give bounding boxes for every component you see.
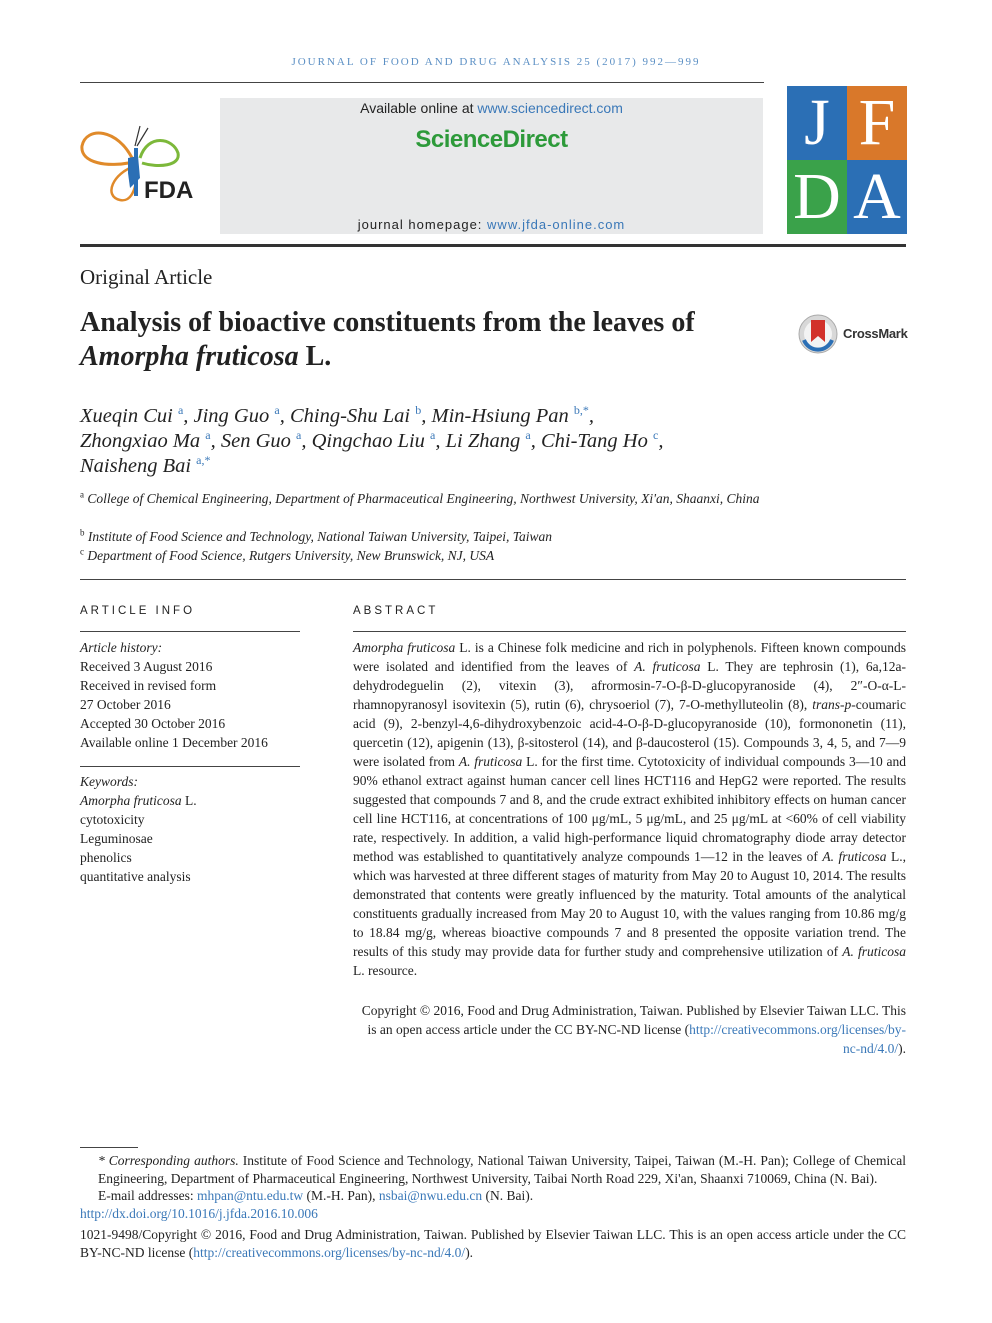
jfda-logo [787,86,907,234]
copyright-text: Copyright © 2016, Food and Drug Administration, Taiwan. Published by Elsevier Taiwan LLC. This is an open access article under the CC BY-NC-ND license ( [361,1003,906,1037]
author-separator: , [658,430,664,452]
author-affiliation-marker[interactable]: a,* [196,453,211,468]
section-divider [80,579,906,580]
sciencedirect-logo: ScienceDirect [415,126,568,153]
issn-license-link[interactable]: http://creativecommons.org/licenses/by-nc-nd/4.0/ [193,1244,466,1260]
doi-line [80,1205,906,1223]
article-type: Original Article [80,265,213,289]
author-list [80,404,800,479]
keyword-item: phenolics [80,850,132,865]
author-name[interactable]: Ching-Shu Lai [289,405,411,427]
corresponding-text: Institute of Food Science and Technology, National Taiwan University, Taipei, Taiwan (M.-H. Pan); College of Chemical Engineering, Department of Pharmaceutical Engineering, Northwest University, Taibai North Road 229, Xi'an, Shaanxi 710069, China (N. Bai). [98,1153,907,1186]
jfda-letter-d: D [787,160,847,234]
email-label: E-mail addresses: [98,1188,197,1203]
abstract-body [353,638,906,980]
history-item: Accepted 30 October 2016 [80,716,226,731]
keyword-item: cytotoxicity [80,812,145,827]
affiliation-text: Department of Food Science, Rutgers University, New Brunswick, NJ, USA [87,548,495,563]
issn-end: ). [465,1244,474,1260]
author-affiliation-marker[interactable]: a [525,428,531,443]
email-footnote [80,1187,906,1205]
article-info-heading: ARTICLE INFO [80,605,196,617]
abstract-heading: ABSTRACT [353,605,439,617]
history-item: 27 October 2016 [80,697,171,712]
abstract-rule [353,631,906,632]
author-affiliation-marker[interactable]: a [177,403,184,418]
author-affiliation-marker[interactable]: a [205,428,211,443]
title-text: Analysis of bioactive constituents from the leaves of [80,307,695,338]
author-separator: , [210,430,221,452]
fda-logo-text: FDA [144,177,194,204]
copyright-end: ). [898,1041,906,1056]
homepage-link[interactable]: www.jfda-online.com [487,217,626,232]
corresponding-label: * Corresponding authors. [98,1153,239,1168]
author-name[interactable]: Zhongxiao Ma [80,430,201,452]
author-affiliation-marker[interactable]: a [430,428,436,443]
title-suffix: L. [298,341,332,372]
author-name[interactable]: Chi-Tang Ho [540,430,648,452]
email-link-pan[interactable]: mhpan@ntu.edu.tw [196,1188,304,1203]
author-separator: , [588,405,594,427]
article-title [80,306,770,374]
doi-link[interactable]: http://dx.doi.org/10.1016/j.jfda.2016.10.006 [80,1205,318,1221]
author-affiliation-marker[interactable]: a [274,403,280,418]
author-separator: , [421,405,432,427]
author-affiliation-marker[interactable]: a [296,428,302,443]
fda-butterfly-logo [78,118,202,208]
affiliation-marker: b [80,527,85,538]
article-history [80,638,300,752]
issn-copyright [80,1226,906,1261]
author-name[interactable]: Naisheng Bai [80,455,192,477]
keywords-label: Keywords: [80,774,138,789]
affiliation-text: College of Chemical Engineering, Department of Pharmaceutical Engineering, Northwest University, Xi'an, Shaanxi, China [87,491,760,506]
header-divider-bottom [80,244,906,247]
crossmark-label[interactable]: CrossMark [843,326,908,341]
keyword-item: Leguminosae [80,831,153,846]
journal-citation: JOURNAL OF FOOD AND DRUG ANALYSIS 25 (2017) 992—999 [291,56,701,68]
license-link[interactable]: http://creativecommons.org/licenses/by-nc-nd/4.0/ [689,1022,906,1056]
author-name[interactable]: Qingchao Liu [311,430,425,452]
author-name[interactable]: Min-Hsiung Pan [431,405,569,427]
keywords-list [80,772,300,886]
footnote-rule [80,1147,138,1148]
available-online [220,100,763,116]
abstract-text: Amorpha fruticosa L. is a Chinese folk medicine and rich in polyphenols. Fifteen known compounds were isolated and identified from the leaves of A. fruticosa L. They are tephrosin (1), 6a,12a-dehydrodeguelin (2), vitexin (3), afrormosin-7-O-β-D-glucopyranoside (4), 2″-O-α-L-rhamnopyranosyl isovitexin (5), rutin (6), chrysoeriol (7), 7-O-methylluteolin (8), trans-p-coumaric acid (9), 2-benzyl-4,6-dihydroxybenzoic acid-4-O-β-D-glucopyranoside (10), formononetin (11), quercetin (12), apigenin (13), β-sitosterol (14), and β-daucosterol (15). Compounds 3, 4, 5, and 7—9 were isolated from A. fruticosa L. for the first time. Cytotoxicity of individual compounds 3—10 and 90% ethanol extract against human cancer cell lines HCT116 and HepG2 were reported. The results suggested that compounds 7 and 8, and the crude extract exhibited inhibitory effects on human cancer cell line HCT116, at concentrations of 100 μg/mL, 5 μg/mL, and 25 μg/mL at <60% of cell viability rate, respectively. In addition, a valid high-performance liquid chromatography diode array detector method was established to quantitatively analyze compounds 1—12 in the leaves of A. fruticosa L., which was harvested at three different stages of maturity from May 20 to August 10, 2014. The results demonstrated that contents were greatly influenced by the maturity. Total amounts of the analytical constituents gradually increased from May 20 to August 10, with the values ranging from 10.86 mg/g to 18.84 mg/g, whereas bioactive compounds 7 and 8 presented the opposite variation trend. The results of this study may provide data for further study and comprehensive utilization of A. fruticosa L. resource. [353,640,907,978]
journal-homepage [220,217,763,232]
author-affiliation-marker[interactable]: c [652,428,659,443]
affiliation-marker: a [80,489,84,500]
jfda-letter-a: A [847,160,907,234]
footnotes [80,1152,906,1261]
history-item: Received in revised form [80,678,217,693]
keywords-rule [80,766,300,767]
history-item: Received 3 August 2016 [80,659,213,674]
title-species: Amorpha fruticosa [80,341,299,372]
history-item: Available online 1 December 2016 [80,735,268,750]
affiliation-b [80,527,800,546]
email-owner: (N. Bai). [482,1188,534,1203]
author-affiliation-marker[interactable]: b,* [573,403,589,418]
author-separator: , [301,430,312,452]
history-label: Article history: [80,640,163,655]
author-separator: , [530,430,541,452]
sciencedirect-banner [220,98,763,234]
author-affiliation-marker[interactable]: b [415,403,422,418]
author-separator: , [279,405,290,427]
email-owner: (M.-H. Pan), [303,1188,379,1203]
corresponding-footnote [80,1152,906,1187]
email-link-bai[interactable]: nsbai@nwu.edu.cn [378,1188,483,1203]
author-name[interactable]: Xueqin Cui [80,405,173,427]
affiliation-c [80,546,800,565]
author-separator: , [435,430,446,452]
keyword-item: Amorpha fruticosa L. [80,793,197,808]
available-online-label: Available online at [360,100,478,116]
issn-text: 1021-9498/Copyright © 2016, Food and Drug Administration, Taiwan. Published by Elsevier Taiwan LLC. This is an open access article under the CC BY-NC-ND license ( [80,1227,906,1260]
affiliation-text: Institute of Food Science and Technology, National Taiwan University, Taipei, Taiwan [87,529,553,544]
author-name[interactable]: Jing Guo [193,405,270,427]
header-divider-top [80,82,764,83]
homepage-label: journal homepage: [357,217,488,232]
author-name[interactable]: Sen Guo [220,430,291,452]
keyword-item: quantitative analysis [80,869,191,884]
affiliation-marker: c [80,546,84,557]
author-separator: , [183,405,194,427]
jfda-letter-f: F [847,86,907,160]
sciencedirect-link[interactable]: www.sciencedirect.com [477,100,623,116]
abstract-copyright [353,1001,906,1058]
affiliation-a [80,489,800,508]
article-info-rule [80,631,300,632]
jfda-letter-j: J [787,86,847,160]
author-name[interactable]: Li Zhang [445,430,521,452]
